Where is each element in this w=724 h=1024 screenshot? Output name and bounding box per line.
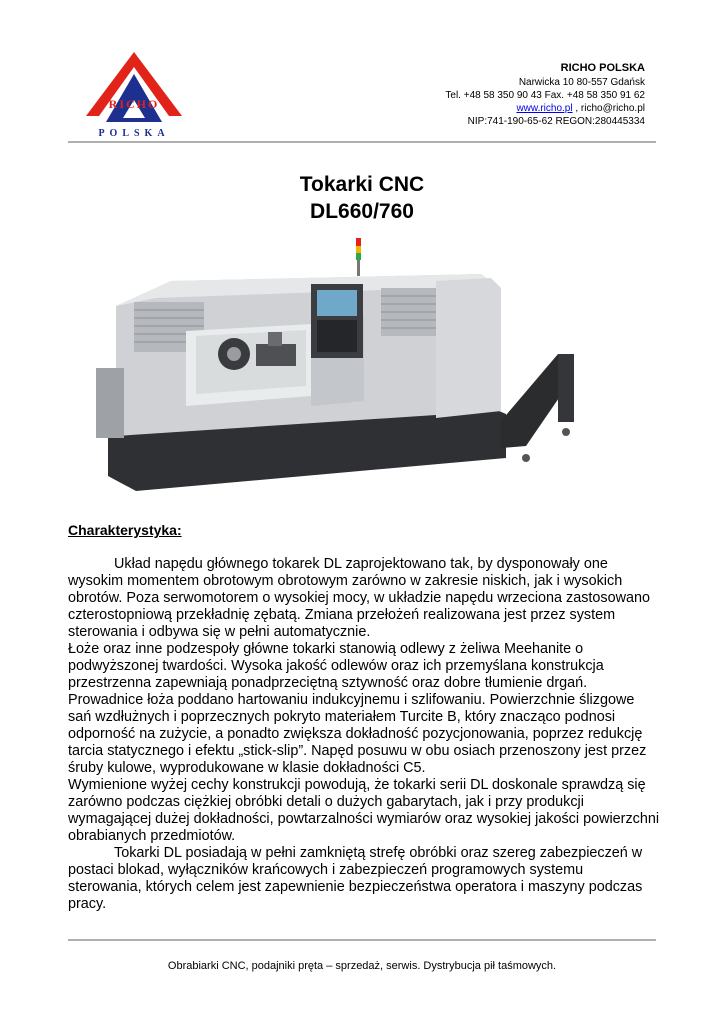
header-divider [68, 141, 656, 143]
logo-top-text: RICHO [108, 97, 160, 111]
page-footer: Obrabiarki CNC, podajniki pręta – sprzedaż, serwis. Dystrybucja pił taśmowych. [167, 960, 557, 972]
company-web-email [345, 102, 645, 115]
paragraph-drive: Układ napędu głównego tokarek DL zaprojektowano tak, by dysponowały one wysokim momentem obrotowym obrotowym zarówno w zakresie niskich, jak i wysokich obrotów. Poza serwomotorem o wysokiej mocy, w układzie napędu wrzeciona zastosowano czterostopniową przekładnię zębatą. Zmiana przełożeń realizowana jest przez system sterowania i odbywa się w pełni automatycznie. [68, 556, 651, 640]
section-heading: Charakterystyka: [68, 522, 182, 538]
paragraph-safety: Tokarki DL posiadają w pełni zamkniętą strefę obróbki oraz szereg zabezpieczeń w postaci blokad, wyłączników krańcowych i zabezpieczeń programowych systemu sterowania, których celem jest zapewnienie bezpieczeństwa operatora i maszyny podczas pracy. [68, 845, 643, 912]
page-title [0, 171, 724, 225]
paragraph-construction: Łoże oraz inne podzespoły główne tokarki stanowią odlewy z żeliwa Meehanite o podwyższonej twardości. Wysoka jakość odlewów oraz ich przemyślana konstrukcja przestrzenna zapewniają ponadprzeciętną sztywność oraz dobre tłumienie drgań. Prowadnice łoża poddano hartowaniu indukcyjnemu i szlifowaniu. Powierzchnie ślizgowe sań wzdłużnych i poprzecznych pokryto materiałem Turcite B, który znacząco podnosi odporność na zużycie, a ponadto zwiększa dokładność pozycjonowania, poprzez redukcję tarcia statycznego i efektu „stick-slip”. Napęd posuwu w obu osiach przenoszony jest przez śruby kulowe, wyprodukowane w klasie dokładności C5. [68, 641, 647, 776]
company-address: Narwicka 10 80-557 Gdańsk [518, 77, 645, 88]
title-line-1: Tokarki CNC [299, 173, 425, 196]
company-tax-ids: NIP:741-190-65-62 REGON:280445334 [467, 116, 645, 127]
title-line-2: DL660/760 [310, 200, 414, 223]
website-link[interactable]: www.richo.pl [516, 103, 573, 114]
company-logo [86, 50, 182, 142]
richo-logo-icon [86, 50, 182, 142]
company-name: RICHO POLSKA [560, 62, 645, 74]
cnc-lathe-image [96, 236, 590, 506]
logo-bottom-text: POLSKA [98, 128, 170, 139]
company-email: , richo@richo.pl [572, 103, 645, 114]
description-body [68, 556, 660, 913]
company-contact [345, 62, 645, 128]
paragraph-features: Wymienione wyżej cechy konstrukcji powodują, że tokarki serii DL doskonale sprawdzą się zarówno podczas ciężkiej obróbki detali o dużych gabarytach, jak i przy produkcji wymagającej dużej dokładności, powtarzalności wymiarów oraz wysokiej jakości powierzchni obrabianych przedmiotów. [68, 777, 660, 844]
company-phones: Tel. +48 58 350 90 43 Fax. +48 58 350 91 62 [445, 90, 645, 101]
footer-divider [68, 939, 656, 941]
